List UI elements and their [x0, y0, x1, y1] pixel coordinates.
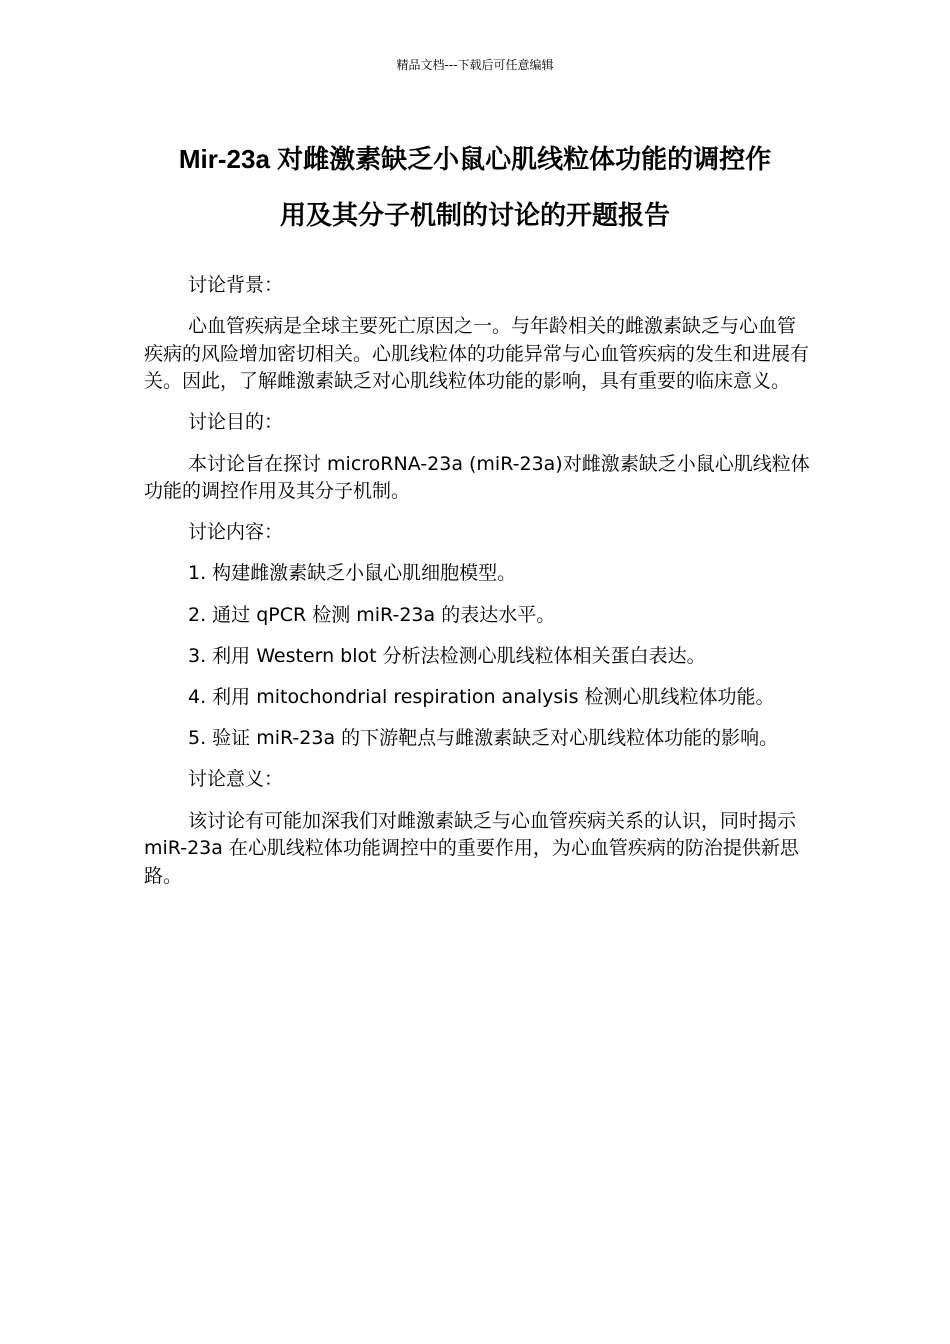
- purpose-heading: 讨论目的：: [188, 411, 284, 434]
- significance-paragraph: 该讨论有可能加深我们对雌激素缺乏与心血管疾病关系的认识，同时揭示 miR-23a 在心肌线粒体功能调控中的重要作用，为心血管疾病的防治提供新思路。: [144, 809, 799, 887]
- significance-heading: 讨论意义：: [188, 768, 284, 791]
- content-item-4: 4. 利用 mitochondrial respiration analysis 检测心肌线粒体功能。: [188, 686, 775, 708]
- background-heading: 讨论背景：: [188, 274, 284, 296]
- content-item-3: 3. 利用 Western blot 分析法检测心肌线粒体相关蛋白表达。: [188, 644, 706, 667]
- document-title: [100, 131, 850, 243]
- title-line-2: 用及其分子机制的讨论的开题报告: [279, 200, 670, 230]
- background-paragraph: 心血管疾病是全球主要死亡原因之一。与年龄相关的雌激素缺乏与心血管疾病的风险增加密切相关。心肌线粒体的功能异常与心血管疾病的发生和进展有关。因此，了解雌激素缺乏对心肌线粒体功能的影响，具有重要的临床意义。: [144, 315, 810, 393]
- title-line-1: Mir-23a 对雌激素缺乏小鼠心肌线粒体功能的调控作: [178, 144, 772, 174]
- document-body: [144, 272, 812, 904]
- header-note: 精品文档---下载后可任意编辑: [396, 58, 554, 72]
- content-item-1: 1. 构建雌激素缺乏小鼠心肌细胞模型。: [188, 562, 517, 585]
- content-item-5: 5. 验证 miR-23a 的下游靶点与雌激素缺乏对心肌线粒体功能的影响。: [188, 727, 779, 750]
- purpose-paragraph: 本讨论旨在探讨 microRNA-23a (miR-23a)对雌激素缺乏小鼠心肌线粒体功能的调控作用及其分子机制。: [144, 452, 810, 503]
- content-item-2: 2. 通过 qPCR 检测 miR-23a 的表达水平。: [188, 603, 556, 626]
- content-heading: 讨论内容：: [188, 521, 284, 544]
